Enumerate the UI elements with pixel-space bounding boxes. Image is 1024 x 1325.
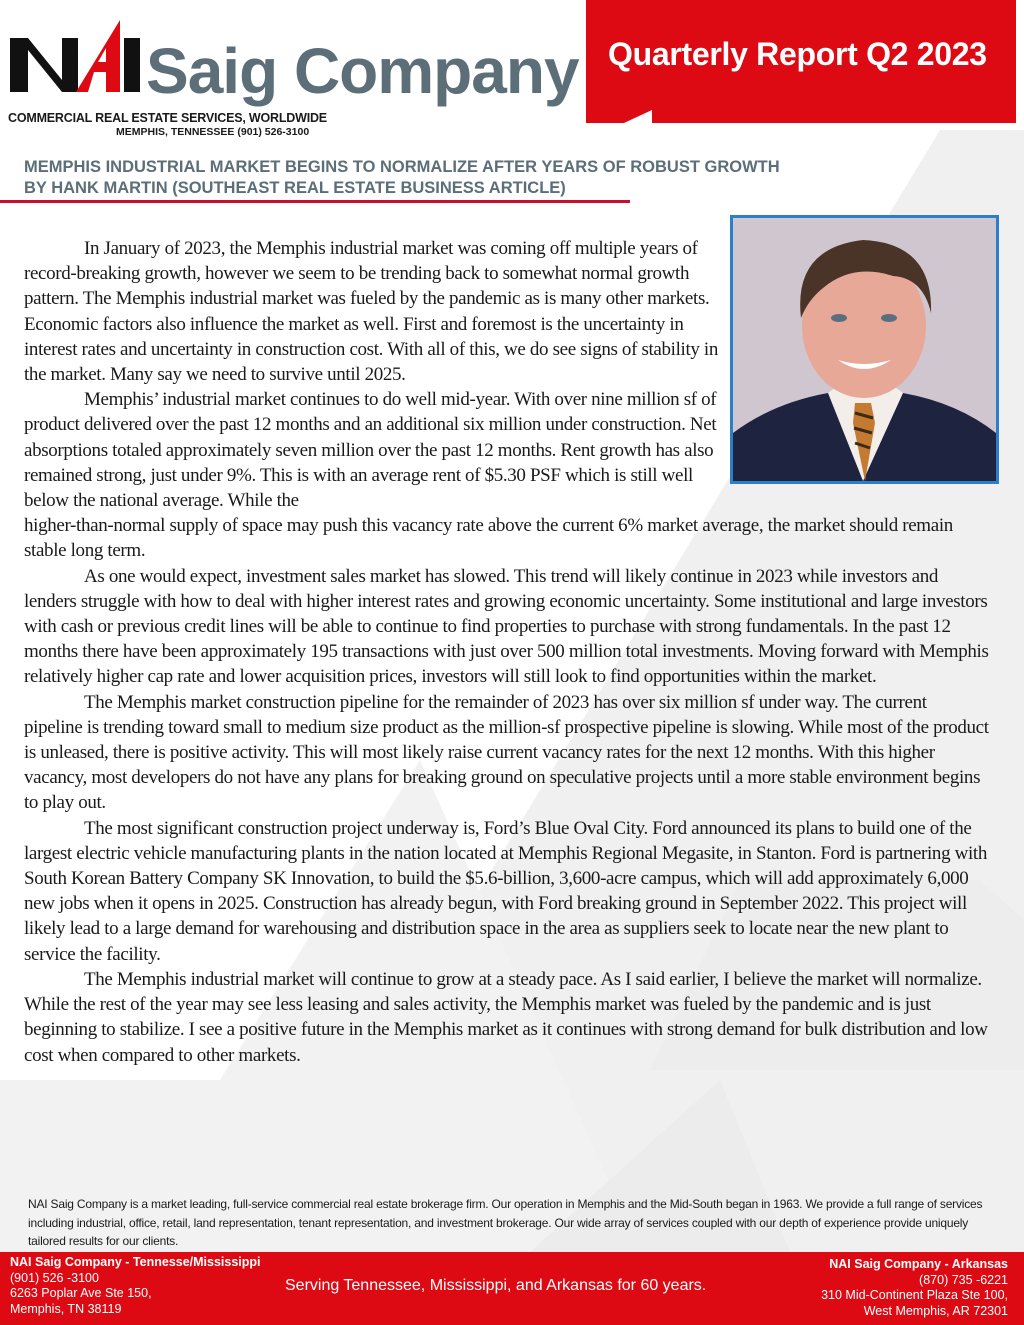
article-paragraph-5: The most significant construction project underway is, Ford’s Blue Oval City. Ford announced its plans to build one of the largest electric vehicle manufacturing plants in the nation located at Memphis Regional Megasite, in Stanton. Ford is partnering with South Korean Battery Company SK Innovation, to build the $5.6-billion, 3,600-acre campus, which will add approximately 6,000 new jobs when it opens in 2025. Construction has already begun, with Ford breaking ground in September 2022. This project will likely lead to a large demand for warehousing and distribution space in the area as suppliers seek to locate near the new plant to service the facility. [24,817,988,965]
article-paragraph-2: Memphis’ industrial market continues to do well mid-year. With over nine million sf of product delivered over the past 12 months and an additional six million under construction. Net absorptions totaled approximately seven million over the past 12 months. Rent growth has also remained strong, just under 9%. This is with an average rent of $5.30 PSF which is still well below the national average. While the [24,389,717,512]
footer-office-tn-ms [10,1255,261,1317]
footer-office-ar [821,1257,1008,1319]
office-phone: (901) 526 -3100 [10,1270,99,1285]
nai-logo-icon [10,20,146,100]
article-byline: BY HANK MARTIN (SOUTHEAST REAL ESTATE BUSINESS ARTICLE) [24,179,566,197]
article-paragraph-3: As one would expect, investment sales market has slowed. This trend will likely continue in 2023 while investors and lenders struggle with how to deal with higher interest rates and growing economic uncertainty. Some institutional and large investors with cash or previous credit lines will be able to continue to find properties to purchase with strong fundamentals. In the past 12 months there have been approximately 195 transactions with just over 500 million total investments. Moving forward with Memphis relatively higher cap rate and lower acquisition prices, investors will still look to find opportunities within the market. [24,565,989,688]
company-tagline: COMMERCIAL REAL ESTATE SERVICES, WORLDWIDE [8,111,327,125]
office-name: NAI Saig Company - Arkansas [829,1257,1008,1271]
office-address-line2: West Memphis, AR 72301 [863,1303,1008,1318]
office-phone: (870) 735 -6221 [919,1272,1008,1287]
footer [0,1252,1024,1325]
company-name: Saig Company [146,35,579,107]
article-paragraph-6: The Memphis industrial market will continue to grow at a steady pace. As I said earlier, I believe the market will normalize. While the rest of the year may see less leasing and sales activity, the Memphis market was fueled by the pandemic and is just beginning to stabilize. I see a positive future in the Memphis market as it continues with strong demand for bulk distribution and low cost when compared to other markets. [24,968,988,1066]
company-logo [8,20,578,140]
office-address-line2: Memphis, TN 38119 [10,1301,122,1316]
office-address-line1: 310 Mid-Continent Plaza Ste 100, [821,1288,1008,1302]
article-paragraph-2-continued: higher-than-normal supply of space may push this vacancy rate above the current 6% market average, the market should remain stable long term. [24,515,953,562]
report-title: Quarterly Report Q2 2023 [608,36,987,72]
company-about: NAI Saig Company is a market leading, full-service commercial real estate brokerage firm. Our operation in Memphis and the Mid-South began in 1963. We provide a full range of services including industrial, office, retail, land representation, tenant representation, and investment brokerage. Our wide array of services coupled with our depth of experience provide uniquely tailored results for our clients. [28,1197,983,1248]
article-body [24,236,989,1068]
article-heading [24,157,780,199]
headline-divider [0,200,630,203]
article-headline: MEMPHIS INDUSTRIAL MARKET BEGINS TO NORMALIZE AFTER YEARS OF ROBUST GROWTH [24,158,780,176]
company-contact: MEMPHIS, TENNESSEE (901) 526-3100 [116,126,310,138]
footer-slogan: Serving Tennessee, Mississippi, and Arkansas for 60 years. [285,1277,707,1294]
article-paragraph-4: The Memphis market construction pipeline for the remainder of 2023 has over six million sf under way. The current pipeline is trending toward small to medium size product as the million-sf prospective pipeline is slowing. While most of the product is unleased, there is positive activity. This will most likely raise current vacancy rates for the next 12 months. With this higher vacancy, most developers do not have any plans for breaking ground on speculative projects until a more stable environment begins to play out. [24,691,989,814]
article-paragraph-1: In January of 2023, the Memphis industrial market was coming off multiple years of record-breaking growth, however we seem to be trending back to somewhat normal growth pattern. The Memphis industrial market was fueled by the pandemic as is many other markets. Economic factors also influence the market as well. First and foremost is the uncertainty in interest rates and uncertainty in construction cost. With all of this, we do see signs of stability in the market. Many say we need to survive until 2025. [24,238,719,386]
office-address-line1: 6263 Poplar Ave Ste 150, [10,1286,152,1300]
report-banner [586,0,1016,124]
office-name: NAI Saig Company - Tennesse/Mississippi [10,1255,261,1269]
